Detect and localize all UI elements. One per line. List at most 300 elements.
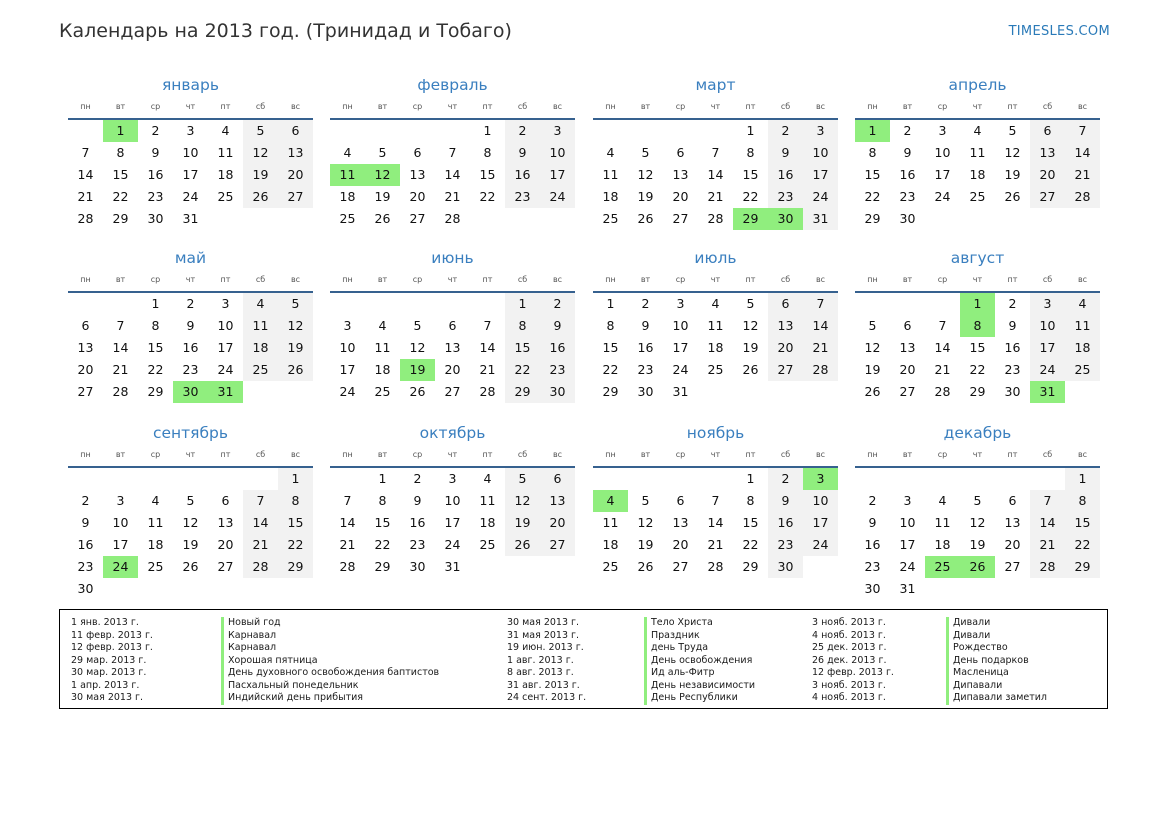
holiday-day: 4 [593,490,628,512]
day-cell: 15 [864,167,881,182]
empty-cell [698,381,733,403]
day-cell: 29 [147,384,164,399]
weekend-day: 21 [803,337,838,359]
weekend-day: 31 [803,208,838,230]
weekend-day: 11 [1065,315,1100,337]
day-cell: 5 [973,493,982,508]
weekend-day: 17 [540,164,575,186]
day-cell: 17 [112,537,129,552]
day-cell: 24 [182,189,199,204]
weekend-day: 29 [278,556,313,578]
day-cell: 14 [444,167,461,182]
day-cell: 5 [641,145,650,160]
day-cell: 28 [479,384,496,399]
empty-cell [103,293,138,315]
weekday-label: вс [290,275,301,284]
weekend-day: 6 [540,468,575,490]
day-cell: 12 [1004,145,1021,160]
week-row [855,512,1100,534]
week-row [593,512,838,534]
day-cell: 14 [339,515,356,530]
day-cell: 17 [934,167,951,182]
day-cell: 31 [182,211,199,226]
weekend-day: 24 [1030,359,1065,381]
holiday-day: 1 [960,293,995,315]
weekend-day: 5 [243,120,278,142]
weekday-label: пн [867,102,878,111]
day-cell: 9 [413,493,422,508]
day-cell: 29 [112,211,129,226]
empty-cell [278,578,313,600]
day-cell: 16 [147,167,164,182]
day-cell: 17 [339,362,356,377]
holiday-day: 31 [208,381,243,403]
month-name: август [950,249,1005,267]
day-cell: 14 [934,340,951,355]
day-cell: 14 [77,167,94,182]
empty-cell [243,208,278,230]
site-link[interactable]: TIMESLES.COM [1008,24,1110,39]
week-row [68,490,313,512]
empty-cell [628,468,663,490]
weekend-day: 3 [540,120,575,142]
weekday-label: вт [115,102,126,111]
day-cell: 28 [707,559,724,574]
day-cell: 8 [116,145,125,160]
weekday-label: пт [1007,102,1018,111]
weekday-label: вс [1077,450,1088,459]
holiday-name: Дипавали заметил [946,692,1047,705]
day-cell: 26 [409,384,426,399]
day-cell: 16 [899,167,916,182]
weekday-label: сб [780,102,791,111]
empty-cell [1030,468,1065,490]
day-cell: 20 [409,189,426,204]
empty-cell [138,578,173,600]
day-cell: 4 [151,493,160,508]
month-7 [593,247,838,403]
day-cell: 23 [77,559,94,574]
day-cell: 18 [217,167,234,182]
day-cell: 27 [77,384,94,399]
day-cell: 2 [1008,296,1017,311]
day-cell: 8 [378,493,387,508]
month-name: октябрь [419,424,486,442]
empty-cell [925,578,960,600]
weekend-day: 8 [278,490,313,512]
weekend-day: 17 [803,512,838,534]
day-cell: 17 [672,340,689,355]
weekday-label: чт [710,275,721,284]
week-row [855,142,1100,164]
holiday-day: 12 [365,164,400,186]
month-6 [330,247,575,403]
week-row [855,293,1100,315]
day-cell: 11 [479,493,496,508]
day-cell: 6 [1008,493,1017,508]
week-row [593,337,838,359]
day-cell: 16 [182,340,199,355]
day-cell: 18 [147,537,164,552]
day-cell: 22 [479,189,496,204]
weekday-label: сб [780,275,791,284]
weekend-day: 26 [243,186,278,208]
weekend-day: 4 [1065,293,1100,315]
weekend-day: 12 [278,315,313,337]
week-row [593,186,838,208]
day-cell: 19 [182,537,199,552]
day-cell: 11 [969,145,986,160]
weekday-label: ср [150,102,161,111]
weekend-day: 22 [505,359,540,381]
day-cell: 13 [1004,515,1021,530]
empty-cell [803,381,838,403]
month-name: май [174,249,207,267]
day-cell: 31 [672,384,689,399]
weekend-day: 20 [768,337,803,359]
empty-cell [663,120,698,142]
empty-cell [593,120,628,142]
day-cell: 30 [864,581,881,596]
day-cell: 3 [676,296,685,311]
day-cell: 24 [899,559,916,574]
day-cell: 21 [934,362,951,377]
day-cell: 28 [444,211,461,226]
weekend-day: 19 [243,164,278,186]
weekend-day: 20 [1030,164,1065,186]
day-cell: 20 [1004,537,1021,552]
day-cell: 30 [899,211,916,226]
week-row [855,534,1100,556]
month-name: ноябрь [686,424,745,442]
weekday-label: чт [185,275,196,284]
day-cell: 17 [182,167,199,182]
week-row [68,381,313,403]
day-cell: 21 [339,537,356,552]
weekend-day: 20 [278,164,313,186]
weekend-day: 15 [1065,512,1100,534]
month-12 [855,422,1100,600]
empty-cell [960,208,995,230]
day-cell: 21 [444,189,461,204]
holiday-name: Дипавали [946,680,1047,693]
day-cell: 7 [81,145,90,160]
day-cell: 8 [606,318,615,333]
day-cell: 25 [707,362,724,377]
week-row [330,120,575,142]
holiday-day: 19 [400,359,435,381]
holiday-day: 31 [1030,381,1065,403]
empty-cell [1065,208,1100,230]
holiday-name: Дивали [946,617,1047,630]
day-cell: 3 [186,123,195,138]
holiday-date: 3 нояб. 2013 г. [812,679,886,691]
day-cell: 25 [479,537,496,552]
weekday-label: пн [605,275,616,284]
weekend-day: 2 [540,293,575,315]
weekday-label: чт [447,102,458,111]
empty-cell [400,120,435,142]
day-cell: 5 [1008,123,1017,138]
day-cell: 12 [864,340,881,355]
weekend-day: 22 [278,534,313,556]
week-row [68,293,313,315]
day-cell: 21 [479,362,496,377]
week-row [68,512,313,534]
week-row [68,578,313,600]
holiday-name: Пасхальный понедельник [221,680,439,693]
month-9 [68,422,313,600]
weekend-day: 2 [768,120,803,142]
day-cell: 2 [641,296,650,311]
weekend-day: 28 [1030,556,1065,578]
weekday-label: чт [972,450,983,459]
holiday-date: 19 июн. 2013 г. [507,642,584,653]
empty-cell [1065,381,1100,403]
day-cell: 19 [742,340,759,355]
empty-cell [995,208,1030,230]
day-cell: 2 [81,493,90,508]
day-cell: 22 [864,189,881,204]
holiday-day: 1 [855,120,890,142]
day-cell: 23 [864,559,881,574]
weekend-day: 28 [1065,186,1100,208]
weekday-label: вс [290,450,301,459]
empty-cell [103,578,138,600]
empty-cell [540,208,575,230]
day-cell: 5 [746,296,755,311]
day-cell: 27 [1004,559,1021,574]
empty-cell [173,468,208,490]
empty-cell [103,468,138,490]
page-title: Календарь на 2013 год. (Тринидад и Тобаго) [59,20,512,42]
day-cell: 10 [444,493,461,508]
holiday-name: Индийский день прибытия [221,692,439,705]
day-cell: 18 [969,167,986,182]
weekday-header [593,444,838,468]
month-name: июнь [431,249,474,267]
weekday-label: пн [80,450,91,459]
month-3 [593,74,838,230]
weekday-label: пт [745,275,756,284]
weekend-day: 24 [803,186,838,208]
day-cell: 20 [672,189,689,204]
day-cell: 20 [217,537,234,552]
day-cell: 8 [483,145,492,160]
day-cell: 27 [672,559,689,574]
weekday-label: чт [972,275,983,284]
weekend-day: 27 [540,534,575,556]
holiday-date: 31 авг. 2013 г. [507,679,580,691]
day-cell: 3 [938,123,947,138]
day-cell: 25 [602,559,619,574]
day-cell: 16 [1004,340,1021,355]
empty-cell [365,120,400,142]
holiday-name: Карнавал [221,630,439,643]
day-cell: 10 [934,145,951,160]
day-cell: 30 [77,581,94,596]
weekday-label: ср [675,450,686,459]
day-cell: 13 [672,167,689,182]
day-cell: 16 [409,515,426,530]
month-name: сентябрь [152,424,229,442]
day-cell: 25 [374,384,391,399]
weekday-label: сб [517,450,528,459]
weekend-day: 10 [803,490,838,512]
day-cell: 25 [147,559,164,574]
holiday-date: 25 дек. 2013 г. [812,642,887,653]
day-cell: 21 [112,362,129,377]
weekend-day: 22 [1065,534,1100,556]
week-row [330,315,575,337]
weekday-label: пн [605,450,616,459]
weekend-day: 1 [505,293,540,315]
week-row [68,337,313,359]
day-cell: 18 [479,515,496,530]
weekday-label: вс [552,102,563,111]
day-cell: 26 [637,559,654,574]
day-cell: 28 [112,384,129,399]
holiday-day: 26 [960,556,995,578]
week-row [330,208,575,230]
day-cell: 9 [151,145,160,160]
weekday-label: вт [640,102,651,111]
weekend-day: 14 [803,315,838,337]
weekend-day: 23 [768,534,803,556]
weekday-label: вс [290,102,301,111]
day-cell: 4 [343,145,352,160]
weekend-day: 12 [505,490,540,512]
month-name: январь [161,76,220,94]
day-cell: 8 [151,318,160,333]
day-cell: 26 [742,362,759,377]
weekday-label: вс [815,275,826,284]
day-cell: 22 [969,362,986,377]
month-name: июль [694,249,737,267]
empty-cell [68,468,103,490]
day-cell: 9 [903,145,912,160]
day-cell: 1 [746,123,755,138]
empty-cell [890,293,925,315]
weekday-label: ср [412,275,423,284]
day-cell: 23 [1004,362,1021,377]
weekday-label: вт [115,450,126,459]
holiday-date: 31 мая 2013 г. [507,629,580,641]
day-cell: 13 [77,340,94,355]
week-row [330,293,575,315]
weekday-label: пн [342,275,353,284]
week-row [855,186,1100,208]
weekday-label: ср [150,275,161,284]
weekday-label: пт [745,102,756,111]
weekend-day: 9 [768,490,803,512]
weekend-day: 1 [1065,468,1100,490]
weekday-label: ср [937,275,948,284]
week-row [330,337,575,359]
day-cell: 11 [707,318,724,333]
day-cell: 2 [868,493,877,508]
week-row [330,142,575,164]
weekend-day: 13 [768,315,803,337]
weekday-label: ср [412,450,423,459]
day-cell: 26 [374,211,391,226]
day-cell: 6 [413,145,422,160]
day-cell: 18 [707,340,724,355]
day-cell: 24 [444,537,461,552]
weekend-day: 26 [278,359,313,381]
weekday-label: пт [1007,450,1018,459]
day-cell: 9 [868,515,877,530]
holiday-name: День освобождения [644,655,755,668]
day-cell: 31 [444,559,461,574]
weekday-label: вс [552,450,563,459]
weekend-day: 8 [505,315,540,337]
day-cell: 11 [602,167,619,182]
empty-cell [470,293,505,315]
day-cell: 24 [217,362,234,377]
week-row [855,337,1100,359]
weekday-label: вс [815,102,826,111]
weekend-day: 26 [505,534,540,556]
day-cell: 23 [637,362,654,377]
day-cell: 15 [479,167,496,182]
empty-cell [803,556,838,578]
week-row [593,120,838,142]
day-cell: 14 [112,340,129,355]
weekday-label: чт [972,102,983,111]
weekday-label: вт [640,450,651,459]
day-cell: 7 [711,145,720,160]
empty-cell [278,208,313,230]
empty-cell [768,381,803,403]
weekend-day: 28 [803,359,838,381]
weekday-label: вт [377,275,388,284]
day-cell: 12 [637,167,654,182]
empty-cell [960,468,995,490]
day-cell: 21 [707,189,724,204]
day-cell: 22 [602,362,619,377]
day-cell: 8 [746,145,755,160]
weekday-label: сб [255,102,266,111]
weekday-label: вс [815,450,826,459]
day-cell: 6 [903,318,912,333]
weekend-day: 14 [243,512,278,534]
day-cell: 19 [374,189,391,204]
holiday-date: 24 сент. 2013 г. [507,692,587,703]
weekend-day: 23 [540,359,575,381]
day-cell: 12 [742,318,759,333]
holiday-name: Ид аль-Фитр [644,667,755,680]
empty-cell [208,208,243,230]
holiday-day: 11 [330,164,365,186]
empty-cell [593,468,628,490]
day-cell: 9 [1008,318,1017,333]
weekend-day: 23 [768,186,803,208]
day-cell: 23 [147,189,164,204]
week-row [593,208,838,230]
weekend-day: 18 [1065,337,1100,359]
weekend-day: 18 [243,337,278,359]
holiday-dates-column [71,617,153,705]
week-row [68,186,313,208]
month-4 [855,74,1100,230]
weekday-label: пн [867,450,878,459]
month-name: декабрь [943,424,1012,442]
weekday-label: ср [412,102,423,111]
weekday-label: вт [902,102,913,111]
day-cell: 27 [409,211,426,226]
weekend-day: 2 [768,468,803,490]
